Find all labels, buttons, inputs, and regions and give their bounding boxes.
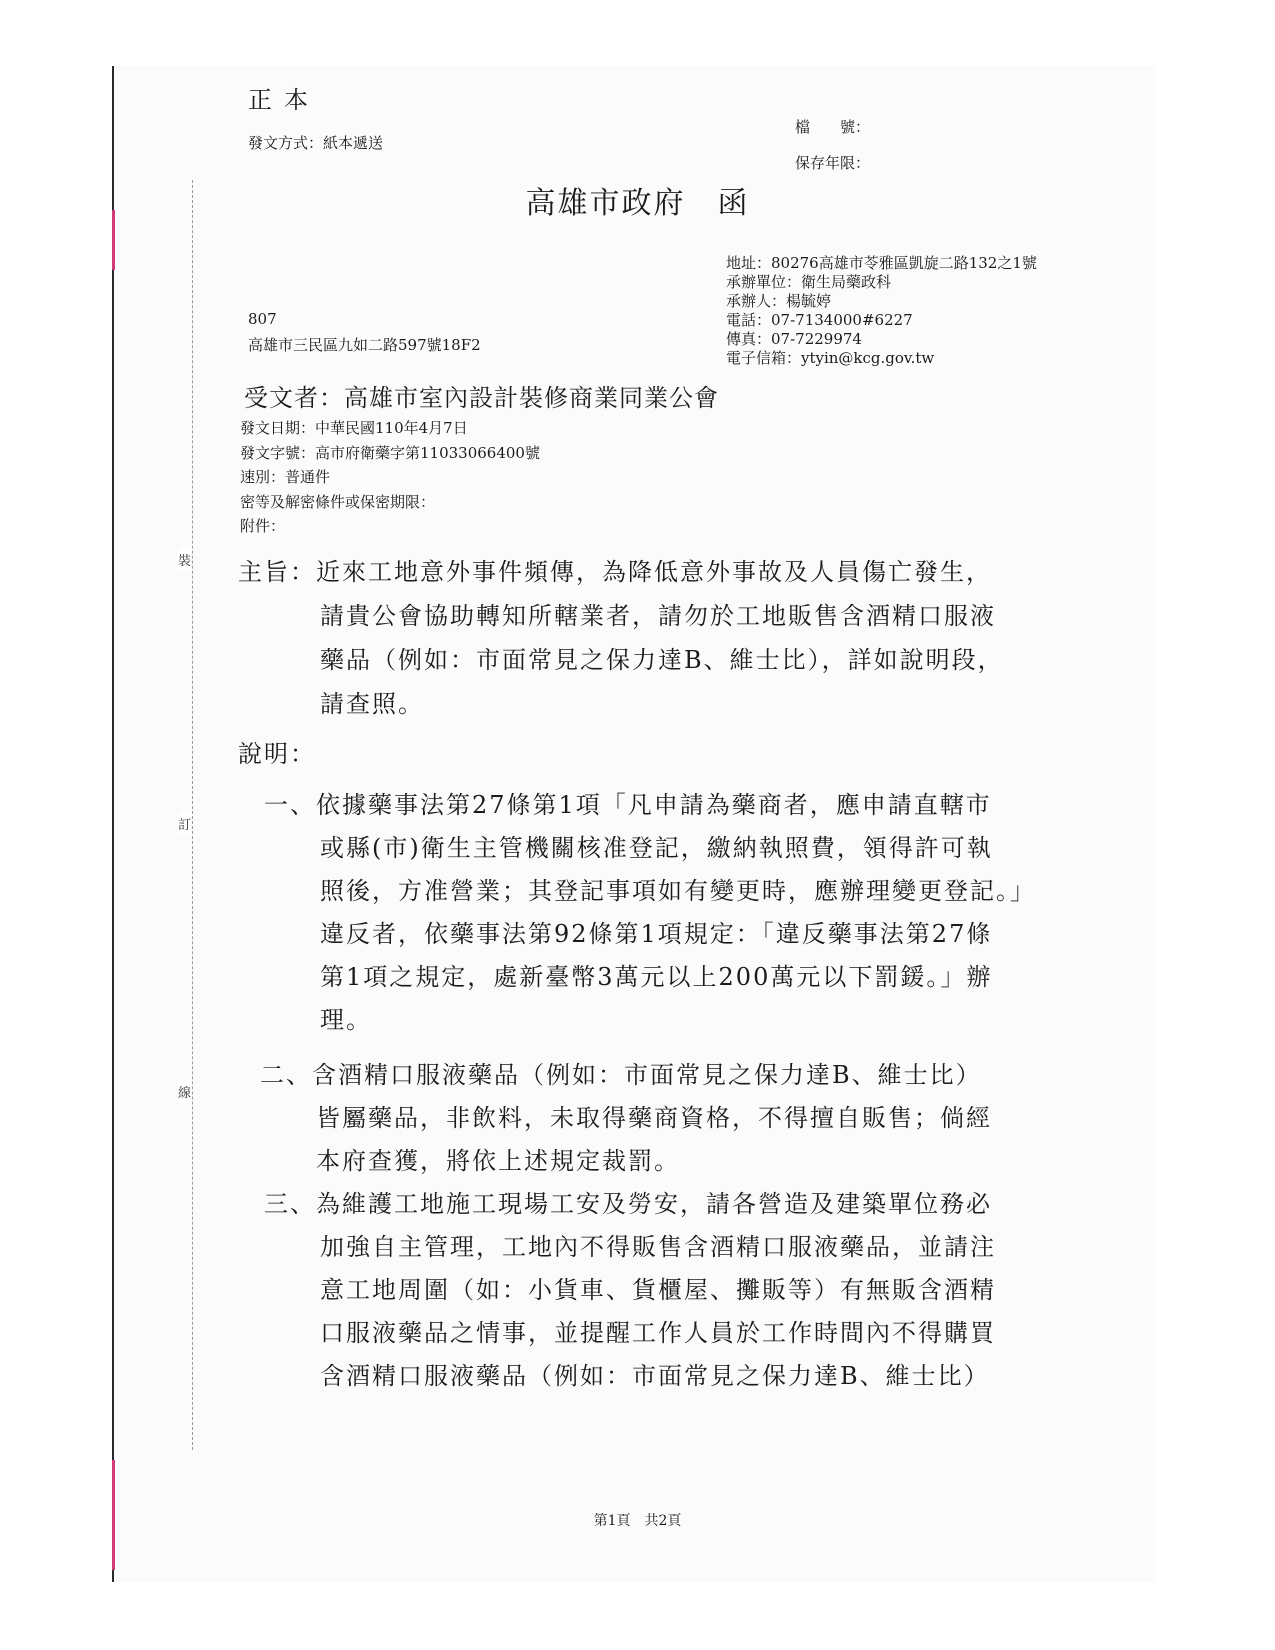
page-number: 第1頁 共2頁: [593, 1513, 682, 1529]
binding-mark-xian: 線: [178, 1080, 191, 1103]
explanation-item-1: 照後，方准營業；其登記事項如有變更時，應辦理變更登記。」: [320, 877, 1036, 905]
contact-fax: 傳真：07-7229974: [726, 330, 862, 348]
retention-period: 保存年限：: [795, 154, 871, 172]
contact-block: [726, 254, 1037, 368]
binding-line: [192, 180, 193, 1450]
dispatch-method: 發文方式：紙本遞送: [248, 134, 384, 152]
original-copy-mark: 正本: [248, 86, 320, 114]
urgency: 速別：普通件: [240, 468, 331, 486]
recipient-postal-code: 807: [248, 310, 277, 328]
confidentiality: 密等及解密條件或保密期限：: [240, 492, 436, 511]
explanation-item-1: 第1項之規定，處新臺幣3萬元以上200萬元以下罰鍰。」辦: [320, 963, 993, 991]
recipient-address: 高雄市三民區九如二路597號18F2: [248, 336, 481, 354]
explanation-item-1: 或縣(市)衛生主管機關核准登記，繳納執照費，領得許可執: [320, 834, 993, 862]
dispatch-reference: 發文字號：高市府衛藥字第11033066400號: [240, 443, 540, 462]
contact-unit: 承辦單位：衛生局藥政科: [726, 273, 892, 291]
explanation-item-2: 二、含酒精口服液藥品（例如：市面常見之保力達B、維士比）: [260, 1061, 982, 1089]
dispatch-meta: [240, 416, 540, 539]
addressee: 受文者：高雄市室內設計裝修商業同業公會: [244, 384, 719, 412]
explanation-item-3: 加強自主管理，工地內不得販售含酒精口服液藥品，並請注: [320, 1233, 996, 1261]
contact-phone: 電話：07-7134000#6227: [726, 311, 913, 329]
binding-mark-ding: 訂: [178, 812, 191, 835]
explanation-item-3: 三、為維護工地施工現場工安及勞安，請各營造及建築單位務必: [264, 1190, 992, 1218]
explanation-item-3: 口服液藥品之情事，並提醒工作人員於工作時間內不得購買: [320, 1319, 996, 1347]
explanation-item-1: 違反者，依藥事法第92條第1項規定：「違反藥事法第27條: [320, 920, 993, 948]
subject-line: 請查照。: [320, 690, 424, 718]
attachments: 附件：: [240, 517, 286, 535]
explanation-heading: 說明：: [238, 740, 316, 768]
document-title: 高雄市政府 函: [525, 186, 750, 221]
page-left-edge: [112, 66, 114, 1582]
explanation-item-1: 理。: [320, 1006, 372, 1034]
subject-line: 請貴公會協助轉知所轄業者，請勿於工地販售含酒精口服液: [320, 602, 996, 630]
contact-email: 電子信箱：ytyin@kcg.gov.tw: [726, 349, 935, 367]
explanation-item-3: 含酒精口服液藥品（例如：市面常見之保力達B、維士比）: [320, 1362, 990, 1390]
binding-mark-zhuang: 裝: [178, 548, 191, 571]
subject-line: 主旨：近來工地意外事件頻傳，為降低意外事故及人員傷亡發生，: [238, 558, 992, 586]
explanation-item-2: 本府查獲，將依上述規定裁罰。: [316, 1147, 680, 1175]
dispatch-date: 發文日期：中華民國110年4月7日: [240, 419, 468, 437]
contact-person: 承辦人：楊毓婷: [726, 292, 832, 310]
explanation-item-2: 皆屬藥品，非飲料，未取得藥商資格，不得擅自販售；倘經: [316, 1104, 992, 1132]
contact-address: 地址：80276高雄市苓雅區凱旋二路132之1號: [726, 254, 1037, 272]
explanation-item-1: 一、依據藥事法第27條第1項「凡申請為藥商者，應申請直轄市: [264, 791, 992, 819]
subject-line: 藥品（例如：市面常見之保力達B、維士比），詳如說明段，: [320, 646, 1004, 674]
file-number: 檔 號：: [795, 118, 871, 136]
explanation-item-3: 意工地周圍（如：小貨車、貨櫃屋、攤販等）有無販含酒精: [320, 1276, 996, 1304]
